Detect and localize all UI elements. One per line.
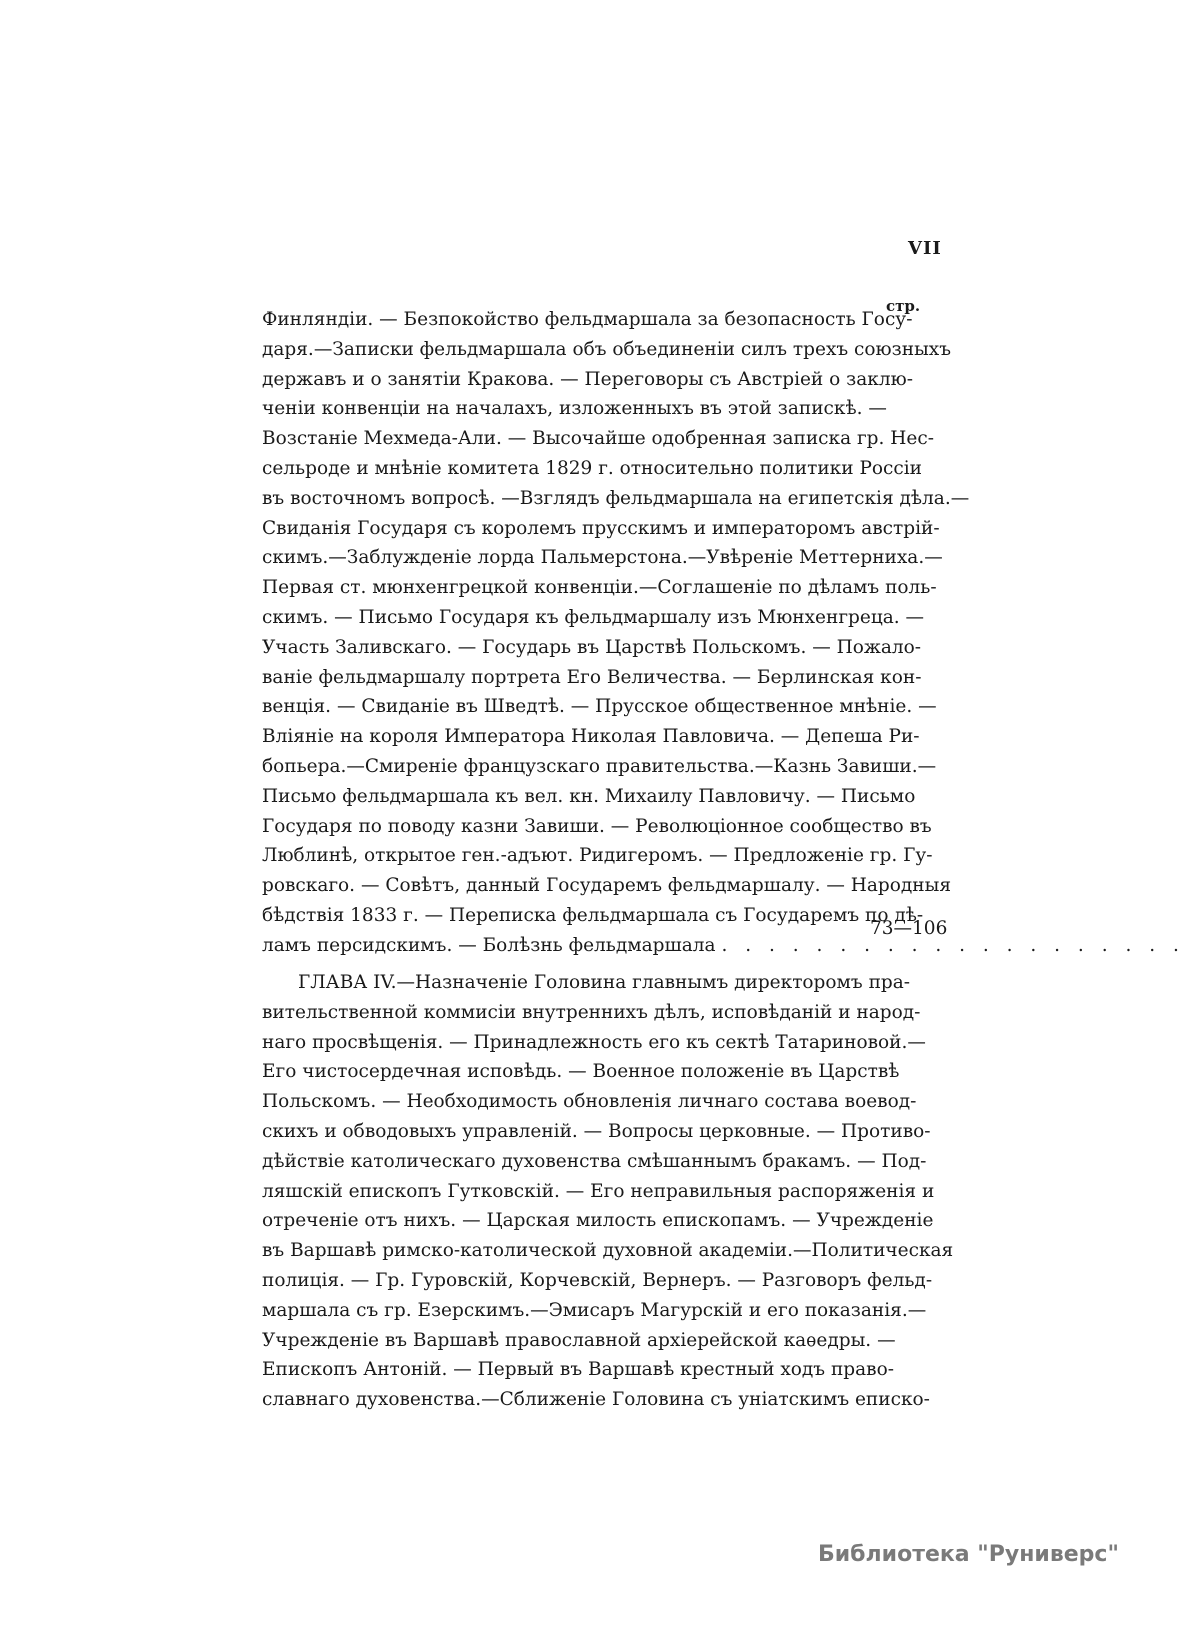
text-line: бопьера.—Смиреніе французскаго правительства.—Казнь Завиши.— <box>262 755 937 777</box>
text-line: въ Варшавѣ римско-католической духовной академіи.—Политическая <box>262 1240 954 1262</box>
text-line: скихъ и обводовыхъ управленій. — Вопросы церковные. — Противо- <box>262 1120 931 1142</box>
text-line: бѣдствія 1833 г. — Переписка фельдмаршала съ Государемъ по дѣ- <box>262 904 924 926</box>
text-line: наго просвѣщенія. — Принадлежность его къ сектѣ Татариновой.— <box>262 1031 926 1053</box>
text-line: Первая ст. мюнхенгрецкой конвенціи.—Соглашеніе по дѣламъ поль- <box>262 577 937 599</box>
page-range: 73—106 <box>870 918 948 939</box>
text-line: скимъ.—Заблужденіе лорда Пальмерстона.—Увѣреніе Меттерниха.— <box>262 547 943 569</box>
text-line: Его чистосердечная исповѣдь. — Военное положеніе въ Царствѣ <box>262 1061 900 1083</box>
text-line: Финляндіи. — Безпокойство фельдмаршала за безопасность Госу- <box>262 309 913 330</box>
toc-entry-last-line <box>262 931 1185 961</box>
text-line: ляшскій епископъ Гутковскій. — Его неправильныя распоряженія и <box>262 1180 935 1202</box>
text-line: скимъ. — Письмо Государя къ фельдмаршалу изъ Мюнхенгреца. — <box>262 606 925 628</box>
text-line: дѣйствіе католическаго духовенства смѣшаннымъ бракамъ. — Под- <box>262 1150 927 1172</box>
text-line: Люблинѣ, открытое ген.-адъют. Ридигеромъ. — Предложеніе гр. Гу- <box>262 845 933 867</box>
text-line: венція. — Свиданіе въ Шведтѣ. — Прусское общественное мнѣніе. — <box>262 696 937 718</box>
text-line: Возстаніе Мехмеда-Али. — Высочайше одобренная записка гр. Нес- <box>262 428 934 450</box>
text-line: полиція. — Гр. Гуровскій, Корчевскій, Вернеръ. — Разговоръ фельд- <box>262 1269 933 1291</box>
text-line: ровскаго. — Совѣтъ, данный Государемъ фельдмаршалу. — Народныя <box>262 875 952 897</box>
column-label: стр. <box>886 297 921 315</box>
text-line: Свиданія Государя съ королемъ прусскимъ и императоромъ австрій- <box>262 517 940 539</box>
library-watermark: Библиотека "Руниверс" <box>818 1542 1119 1567</box>
text-line: въ восточномъ вопросѣ. —Взглядъ фельдмаршала на египетскія дѣла.— <box>262 487 970 509</box>
text-line: Вліяніе на короля Императора Николая Павловича. — Депеша Ри- <box>262 726 920 748</box>
table-of-contents-chapter-4 <box>262 968 954 1415</box>
chapter-heading-line: ГЛАВА IV.—Назначеніе Головина главнымъ директоромъ пра- <box>298 972 911 993</box>
text-line: Участь Заливскаго. — Государь въ Царствѣ Польскомъ. — Пожало- <box>262 636 922 658</box>
text-line: даря.—Записки фельдмаршала объ объединеніи силъ трехъ союзныхъ <box>262 338 951 360</box>
text-line: отреченіе отъ нихъ. — Царская милость епископамъ. — Учрежденіе <box>262 1210 934 1232</box>
text-line: Епископъ Антоній. — Первый въ Варшавѣ крестный ходъ право- <box>262 1359 894 1381</box>
text-line: ламъ персидскимъ. — Болѣзнь фельдмаршала <box>262 934 716 956</box>
text-line: сельроде и мнѣніе комитета 1829 г. относительно политики Россіи <box>262 457 922 479</box>
text-line: ченіи конвенціи на началахъ, изложенныхъ въ этой запискѣ. — <box>262 398 887 420</box>
text-line: Учрежденіе въ Варшавѣ православной архіерейской каѳедры. — <box>262 1329 896 1351</box>
text-line: маршала съ гр. Езерскимъ.—Эмисаръ Магурскій и его показанія.— <box>262 1299 927 1321</box>
text-line: Польскомъ. — Необходимость обновленія личнаго состава воевод- <box>262 1091 917 1113</box>
text-line: вительственной коммисіи внутреннихъ дѣлъ, исповѣданій и народ- <box>262 1001 921 1023</box>
page-number: VII <box>908 238 942 259</box>
text-line: славнаго духовенства.—Сближеніе Головина съ уніатскимъ еписко- <box>262 1389 930 1411</box>
text-line: державъ и о занятіи Кракова. — Переговоры съ Австріей о заклю- <box>262 368 913 390</box>
text-line: Письмо фельдмаршала къ вел. кн. Михаилу Павловичу. — Письмо <box>262 785 916 807</box>
text-line: ваніе фельдмаршалу портрета Его Величества. — Берлинская кон- <box>262 666 922 688</box>
text-line: Государя по поводу казни Завиши. — Революціонное сообщество въ <box>262 815 932 837</box>
dot-leader: . . . . . . . . . . . . . . . . . . . . <box>721 934 1185 956</box>
